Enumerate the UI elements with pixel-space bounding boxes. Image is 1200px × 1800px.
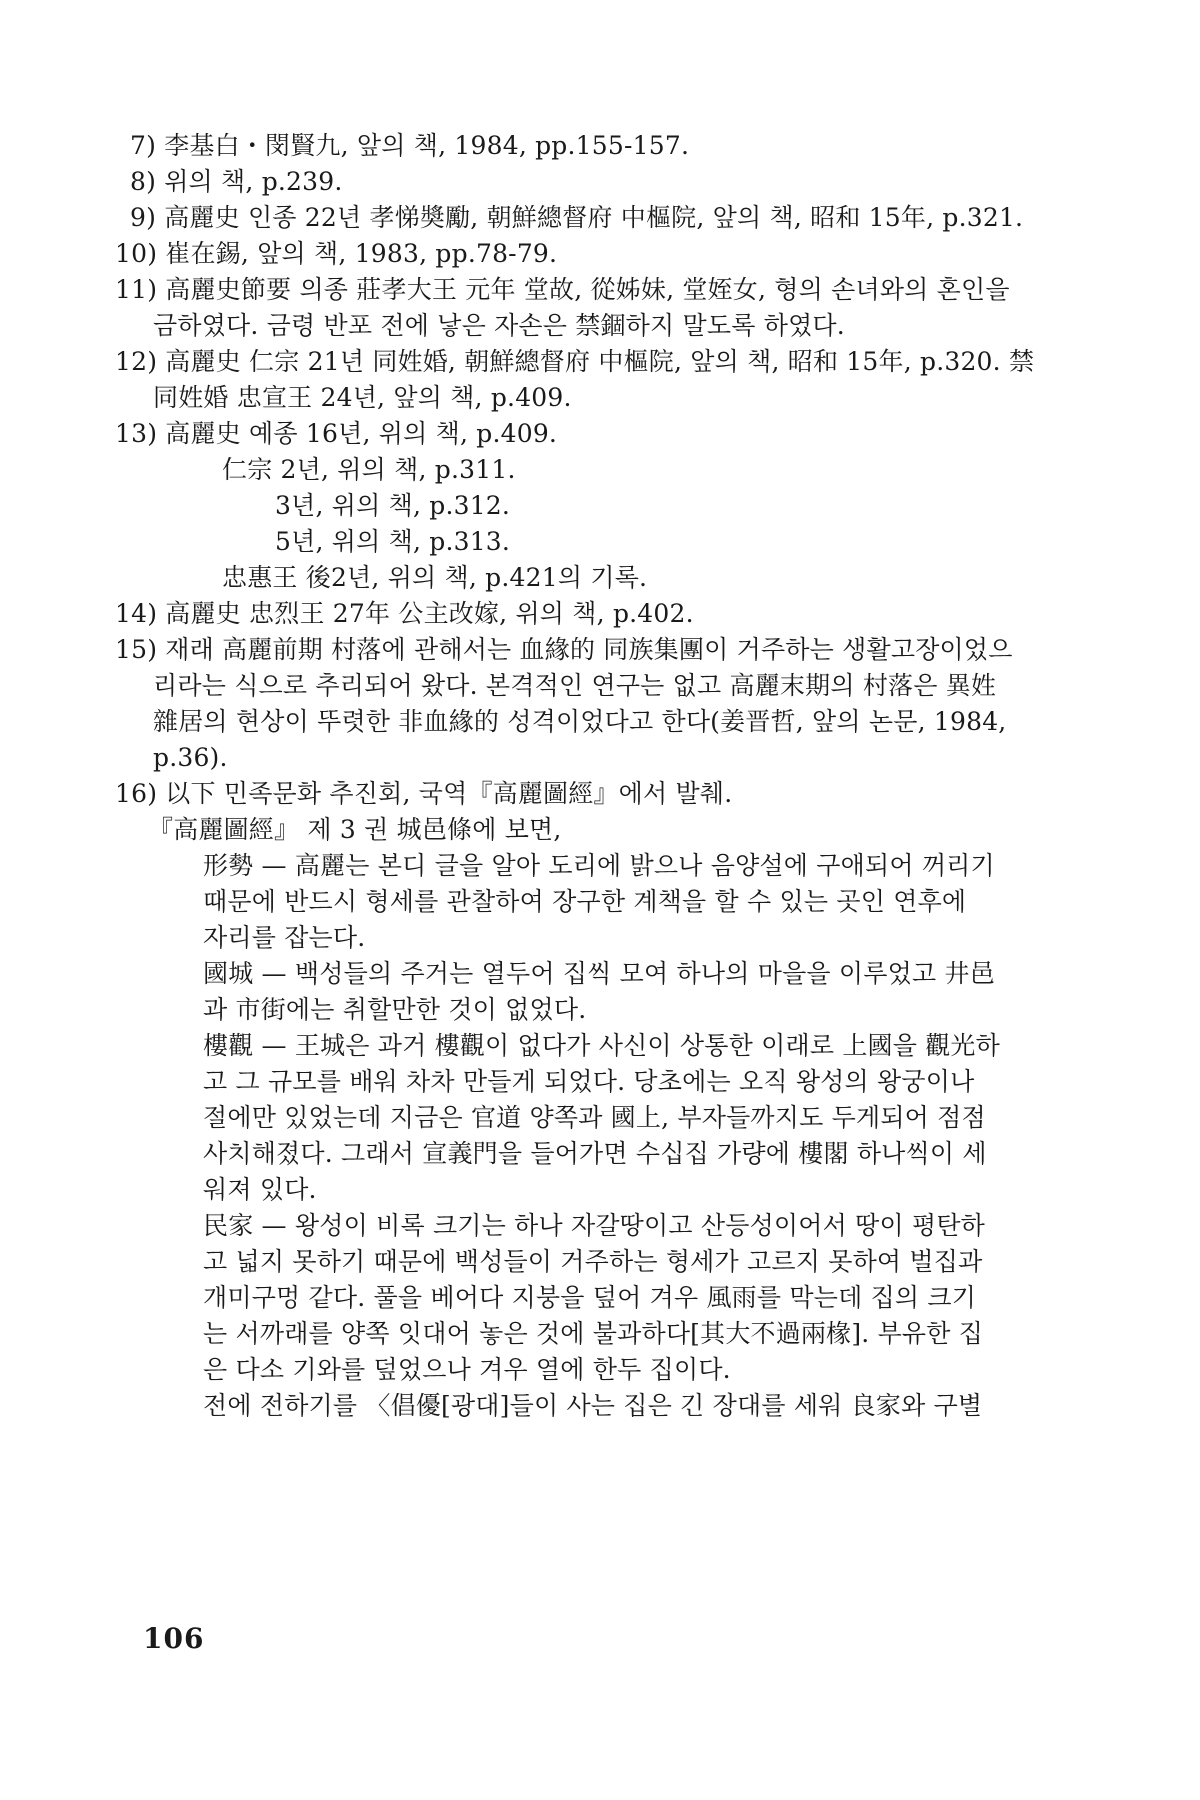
footnote-13-line-2: 仁宗 2년, 위의 책, p.311. <box>222 455 516 484</box>
footnote-10: 10) 崔在錫, 앞의 책, 1983, pp.78-79. <box>115 239 558 268</box>
footnote-8: 8) 위의 책, p.239. <box>130 167 343 196</box>
footnote-7: 7) 李基白・閔賢九, 앞의 책, 1984, pp.155-157. <box>130 131 690 160</box>
quote-line-3: 자리를 잡는다. <box>203 923 366 952</box>
quote-line-15: 은 다소 기와를 덮었으나 겨우 열에 한두 집이다. <box>203 1355 731 1384</box>
footnote-14: 14) 高麗史 忠烈王 27年 公主改嫁, 위의 책, p.402. <box>115 599 694 628</box>
quote-line-1: 形勢 — 高麗는 본디 글을 알아 도리에 밝으나 음양설에 구애되어 꺼리기 <box>203 851 995 880</box>
quote-line-11: 民家 — 왕성이 비록 크기는 하나 자갈땅이고 산등성이어서 땅이 평탄하 <box>203 1211 986 1240</box>
quote-line-9: 사치해졌다. 그래서 宣義門을 들어가면 수십집 가량에 樓閣 하나씩이 세 <box>203 1139 987 1168</box>
footnote-15-line-4: p.36). <box>153 743 228 772</box>
quote-line-16: 전에 전하기를 〈倡優[광대]들이 사는 집은 긴 장대를 세워 良家와 구별 <box>203 1391 983 1420</box>
quote-line-10: 워져 있다. <box>203 1175 317 1204</box>
quote-line-6: 樓觀 — 王城은 과거 樓觀이 없다가 사신이 상통한 이래로 上國을 觀光하 <box>203 1031 1000 1060</box>
footnote-13-line-4: 5년, 위의 책, p.313. <box>275 527 511 556</box>
footnote-13-line-1: 13) 高麗史 예종 16년, 위의 책, p.409. <box>115 419 558 448</box>
footnote-9: 9) 高麗史 인종 22년 孝悌奬勵, 朝鮮總督府 中樞院, 앞의 책, 昭和 15年, p.321. <box>130 203 1024 232</box>
quote-line-4: 國城 — 백성들의 주거는 열두어 집씩 모여 하나의 마을을 이루었고 井邑 <box>203 959 995 988</box>
quote-line-8: 절에만 있었는데 지금은 官道 양쪽과 國上, 부자들까지도 두게되어 점점 <box>203 1103 986 1132</box>
footnote-15-line-3: 雜居의 현상이 뚜렷한 非血緣的 성격이었다고 한다(姜晋哲, 앞의 논문, 1984, <box>153 707 1007 736</box>
footnote-12-line-1: 12) 高麗史 仁宗 21년 同姓婚, 朝鮮總督府 中樞院, 앞의 책, 昭和 15年, p.320. 禁 <box>115 347 1035 376</box>
quote-line-2: 때문에 반드시 형세를 관찰하여 장구한 계책을 할 수 있는 곳인 연후에 <box>203 887 967 916</box>
footnote-16-line-1: 16) 以下 민족문화 추진회, 국역『高麗圖經』에서 발췌. <box>115 779 733 808</box>
quote-line-12: 고 넓지 못하기 때문에 백성들이 거주하는 형세가 고르지 못하여 벌집과 <box>203 1247 983 1276</box>
page-number: 106 <box>143 1622 205 1655</box>
footnote-13-line-3: 3년, 위의 책, p.312. <box>275 491 511 520</box>
footnote-15-line-2: 리라는 식으로 추리되어 왔다. 본격적인 연구는 없고 高麗末期의 村落은 異姓 <box>153 671 997 700</box>
footnote-16-line-2: 『高麗圖經』 제 3 권 城邑條에 보면, <box>148 815 562 844</box>
quote-line-5: 과 市街에는 취할만한 것이 없었다. <box>203 995 587 1024</box>
footnote-13-line-5: 忠惠王 後2년, 위의 책, p.421의 기록. <box>222 563 648 592</box>
footnote-15-line-1: 15) 재래 高麗前期 村落에 관해서는 血緣的 同族集團이 거주하는 생활고장이었으 <box>115 635 1013 664</box>
quote-line-13: 개미구멍 같다. 풀을 베어다 지붕을 덮어 겨우 風雨를 막는데 집의 크기 <box>203 1283 977 1312</box>
quote-line-14: 는 서까래를 양쪽 잇대어 놓은 것에 불과하다[其大不過兩椽]. 부유한 집 <box>203 1319 984 1348</box>
footnote-12-line-2: 同姓婚 忠宣王 24년, 앞의 책, p.409. <box>153 383 572 412</box>
footnote-11-line-1: 11) 高麗史節要 의종 莊孝大王 元年 堂故, 從姊妹, 堂姪女, 형의 손녀와의 혼인을 <box>115 275 1010 304</box>
footnote-11-line-2: 금하였다. 금령 반포 전에 낳은 자손은 禁錮하지 말도록 하였다. <box>153 311 845 340</box>
quote-line-7: 고 그 규모를 배워 차차 만들게 되었다. 당초에는 오직 왕성의 왕궁이나 <box>203 1067 975 1096</box>
